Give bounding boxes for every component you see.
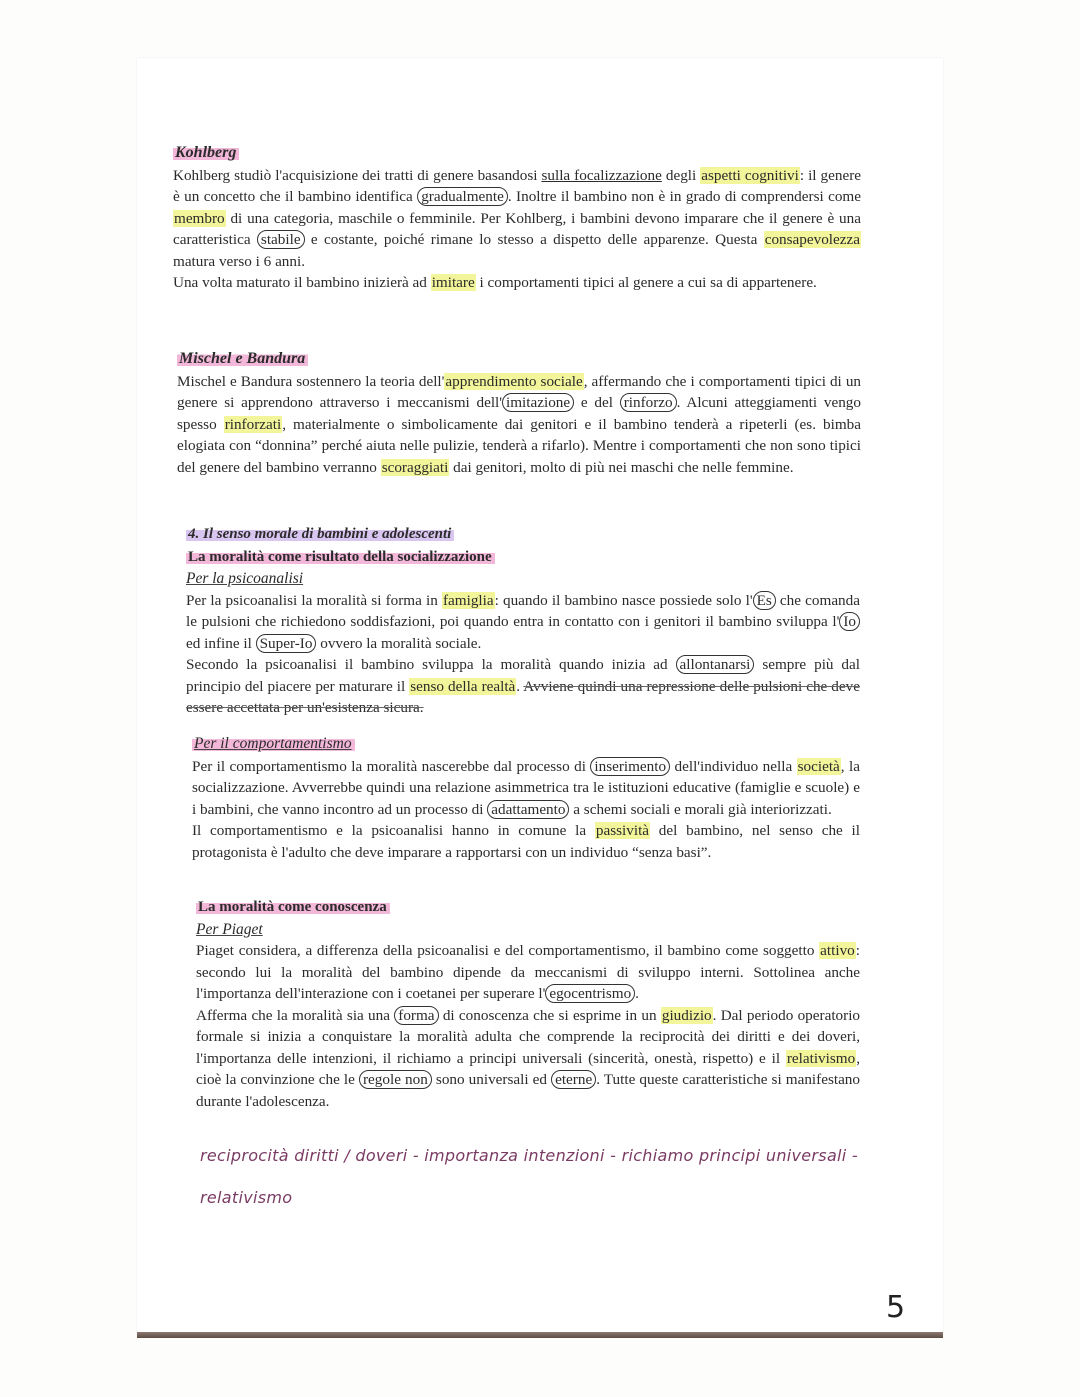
handwritten-note: reciprocità diritti / doveri - importanza intenzioni - richiamo principi universali - relativismo (200, 1146, 858, 1207)
psychoanalysis-paragraph-1: Per la psicoanalisi la moralità si forma in famiglia: quando il bambino nasce possiede solo l' Es che comanda le pulsioni che richiedono soddisfazioni, poi quando entra in contatto con i genitori il bambino sviluppa l' Io ed infine il Super-Io ovvero la moralità sociale. (186, 591, 860, 652)
kohlberg-heading: Kohlberg (173, 142, 861, 164)
piaget-paragraph-1: Piaget considera, a differenza della psicoanalisi e del comportamentismo, il bambino come soggetto attivo: secondo lui la moralità del bambino dipende da meccanismi di sviluppo interni. Sottolinea anche l'importanza dell'interazione con i coetanei per superare l' egocentrismo . (196, 942, 860, 1002)
knowledge-subtitle: La moralità come conoscenza (196, 896, 860, 919)
behaviorism-heading: Per il comportamentismo (192, 733, 860, 755)
psychoanalysis-paragraph-2: Secondo la psicoanalisi il bambino sviluppa la moralità quando inizia ad allontanarsi sempre più dal principio del piacere per maturare il senso della realtà. Avviene quindi una repressione delle pulsioni che deve essere accettata per un'esistenza sicura. (186, 656, 860, 716)
socialization-subtitle: La moralità come risultato della socializzazione (186, 546, 860, 569)
mischel-bandura-heading: Mischel e Bandura (177, 348, 861, 370)
mischel-bandura-paragraph: Mischel e Bandura sostennero la teoria dell'apprendimento sociale, affermando che i comportamenti tipici di un genere si apprendono attraverso i meccanismi dell' imitazione e del rinforzo . Alcuni atteggiamenti vengo spesso rinforzati, materialmente o simbolicamente dai genitori e il bambino tenderà a ripeterli (es. bimba elogiata con “donnina” perché aiuta nelle pulizie, tenderà a rifarlo). Mentre i comportamenti che non sono tipici del genere del bambino verranno scoraggiati dai genitori, molto di più nei maschi che nelle femmine. (177, 372, 862, 476)
psychoanalysis-heading: Per la psicoanalisi (186, 570, 304, 587)
section-title: 4. Il senso morale di bambini e adolescenti (186, 523, 860, 546)
behaviorism-paragraph-1: Per il comportamentismo la moralità nascerebbe dal processo di inserimento dell'individuo nella società, la socializzazione. Avverrebbe quindi una relazione asimmetrica tra le istituzioni educative (famiglie e scuole) e i bambini, che vanno incontro ad un processo di adattamento a schemi sociali e morali già interiorizzati. (192, 757, 860, 818)
piaget-heading: Per Piaget (196, 920, 263, 938)
piaget-paragraph-2: Afferma che la moralità sia una forma di conoscenza che si esprime in un giudizio. Dal periodo operatorio formale si inizia a conquistare la moralità adulta che comprende la reciprocità dei diritti e dei doveri, l'importanza delle intenzioni, il richiamo a principi universali (sincerità, onestà, rispetto) e il relativismo, cioè la convinzione che le regole non sono universali ed eterne . Tutte queste caratteristiche si manifestano durante l'adolescenza. (196, 1006, 861, 1110)
behaviorism-paragraph-2: Il comportamentismo e la psicoanalisi hanno in comune la passività del bambino, nel senso che il protagonista è l'adulto che deve imparare a rapportarsi con un individuo “senza basi”. (192, 822, 860, 861)
knowledge-section (196, 896, 860, 1112)
mischel-bandura-section (177, 348, 861, 478)
kohlberg-paragraph-1: Kohlberg studiò l'acquisizione dei tratti di genere basandosi sulla focalizzazione degli aspetti cognitivi: il genere è un concetto che il bambino identifica gradualmente . Inoltre il bambino non è in grado di comprendersi come membro di una categoria, maschile o femminile. Per Kohlberg, i bambini devono imparare che il genere è una caratteristica stabile e costante, poiché rimane lo stesso a dispetto delle apparenze. Questa consapevolezza matura verso i 6 anni. (173, 166, 861, 270)
behaviorism-section (192, 733, 860, 863)
page-number: 5 (886, 1290, 906, 1325)
kohlberg-section (173, 142, 861, 294)
moral-sense-section (186, 523, 860, 719)
page-bottom-edge (137, 1332, 943, 1338)
kohlberg-paragraph-2: Una volta maturato il bambino inizierà ad imitare i comportamenti tipici al genere a cui sa di appartenere. (173, 274, 817, 291)
